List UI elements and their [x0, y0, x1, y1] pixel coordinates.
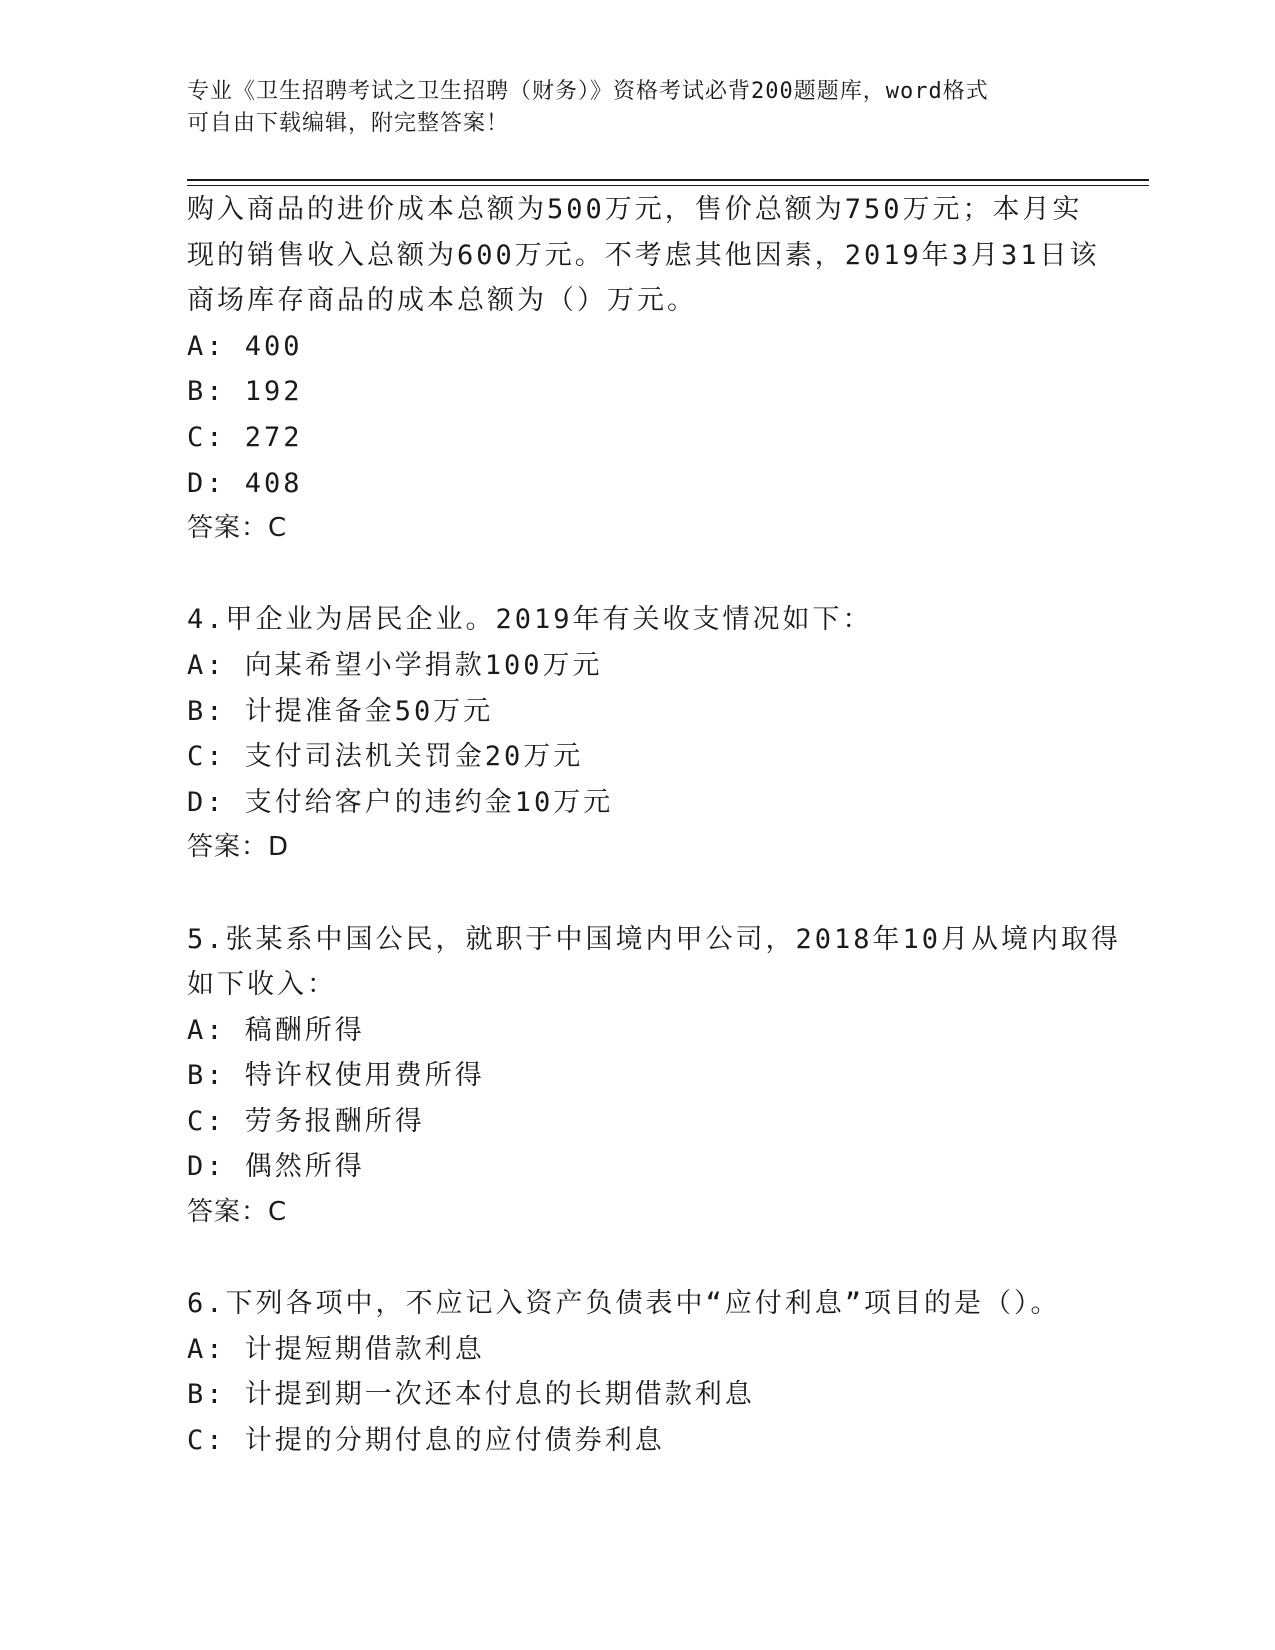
question-4 — [187, 597, 1087, 871]
question-stem-line: 6.下列各项中，不应记入资产负债表中“应付利息”项目的是（）。 — [187, 1288, 1061, 1320]
spacer — [187, 1236, 1087, 1282]
question-stem-line: 如下收入： — [187, 969, 337, 1001]
option-a: A: 向某希望小学捐款100万元 — [187, 649, 603, 681]
question-5 — [187, 917, 1122, 1236]
question-stem-line: 4.甲企业为居民企业。2019年有关收支情况如下： — [187, 604, 873, 636]
option-d: D: 偶然所得 — [187, 1151, 365, 1183]
document-header — [187, 76, 1067, 140]
answer: 答案：C — [187, 513, 288, 544]
header-line-2: 可自由下载编辑，附完整答案！ — [187, 111, 510, 136]
option-a: A: 计提短期借款利息 — [187, 1333, 485, 1365]
option-a: A: 稿酬所得 — [187, 1014, 365, 1046]
question-stem-line: 5.张某系中国公民，就职于中国境内甲公司，2018年10月从境内取得 — [187, 923, 1122, 955]
question-stem-line: 现的销售收入总额为600万元。不考虑其他因素，2019年3月31日该 — [187, 239, 1100, 271]
option-b: B: 计提到期一次还本付息的长期借款利息 — [187, 1379, 755, 1411]
option-c: C: 支付司法机关罚金20万元 — [187, 741, 584, 773]
option-b: B: 计提准备金50万元 — [187, 695, 494, 727]
spacer — [187, 871, 1087, 917]
option-a: A: 400 — [187, 330, 303, 362]
question-3 — [187, 187, 1100, 552]
option-b: B: 192 — [187, 376, 303, 408]
question-stem-line: 购入商品的进价成本总额为500万元，售价总额为750万元；本月实 — [187, 194, 1083, 225]
option-c: C: 计提的分期付息的应付债券利息 — [187, 1425, 665, 1457]
option-c: C: 劳务报酬所得 — [187, 1105, 425, 1137]
question-stem-line: 商场库存商品的成本总额为（）万元。 — [187, 285, 697, 317]
header-line-1: 专业《卫生招聘考试之卫生招聘（财务）》资格考试必背200题题库，word格式 — [187, 79, 989, 104]
option-d: D: 支付给客户的违约金10万元 — [187, 786, 614, 818]
option-d: D: 408 — [187, 467, 303, 499]
header-divider-thick — [187, 179, 1149, 181]
document-body — [187, 187, 1122, 1464]
option-c: C: 272 — [187, 421, 303, 453]
spacer — [187, 552, 1087, 598]
header-divider-thin — [187, 185, 1149, 186]
answer: 答案：C — [187, 1197, 288, 1228]
option-b: B: 特许权使用费所得 — [187, 1060, 485, 1092]
question-6 — [187, 1281, 1087, 1463]
answer: 答案：D — [187, 832, 290, 863]
